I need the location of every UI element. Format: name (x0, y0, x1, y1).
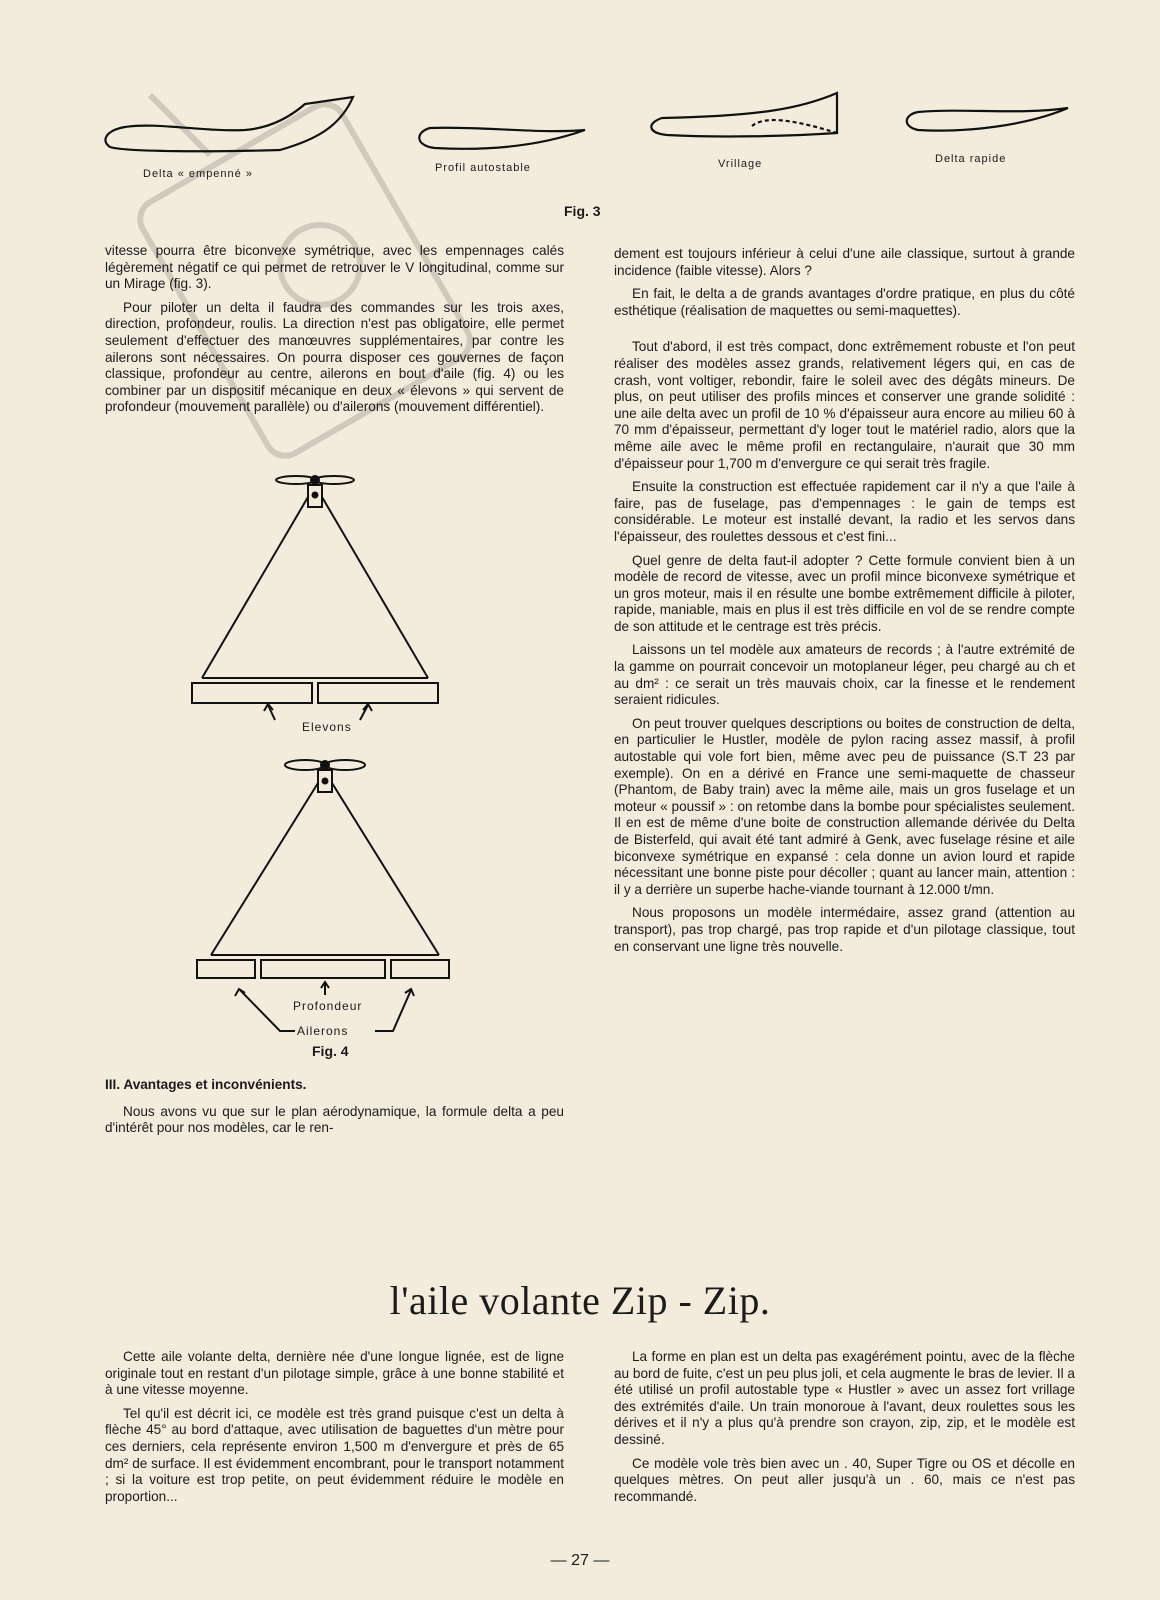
left-paragraph-2: Pour piloter un delta il faudra des commandes sur les trois axes, direction, profondeur, roulis. La direction n'est pas obligatoire, elle permet seulement d'effectuer des manœuvres supplémentaires, par contre les ailerons sont nécessaires. On pourra disposer ces gouvernes de façon classique, profondeur au centre, ailerons en bout d'aile (fig. 4) ou les combiner par un dispositif mécanique en deux « élevons » qui servent de profondeur (mouvement parallèle) ou d'ailerons (mouvement différentiel). (105, 299, 564, 415)
bottom-left-paragraph-1: Cette aile volante delta, dernière née d'une longue lignée, est de ligne originale tout en restant d'un pilotage simple, grâce à une bonne stabilité et à une vitesse moyenne. (105, 1349, 564, 1398)
bottom-right-column (614, 1349, 1075, 1512)
fig3-delta-empenne-profile (95, 92, 365, 162)
right-column (614, 246, 1075, 962)
section-heading: III. Avantages et inconvénients. (105, 1077, 307, 1092)
fig4-delta-elevons (190, 475, 450, 735)
fig3-label-vrillage: Vrillage (718, 158, 763, 170)
article-title: l'aile volante Zip - Zip. (389, 1278, 771, 1323)
right-paragraph-1: dement est toujours inférieur à celui d'une aile classique, surtout à grande incidence (faible vitesse). Alors ? (614, 246, 1075, 278)
right-paragraph-5: Quel genre de delta faut-il adopter ? Cette formule convient bien à un modèle de record de vitesse, avec un profil mince biconvexe symétrique et un gros moteur, mais il en résulte une bombe extrêmement difficile à piloter, rapide, maniable, mais en plus il est très difficile en vol de se rendre compte de son attitude et le centrage est très précis. (614, 552, 1075, 634)
right-paragraph-4: Ensuite la construction est effectuée rapidement car il n'y a que l'aile à faire, pas de fuselage, pas d'empennages : le gain de temps est considérable. Le moteur est installé devant, la radio et les servos dans l'épaisseur, des roulettes dessous et c'est fini... (614, 479, 1075, 544)
bottom-right-paragraph-2: Ce modèle vole très bien avec un . 40, Super Tigre ou OS et décolle en quelques mètres. On peut aller jusqu'à un . 60, mais ce n'est pas recommandé. (614, 1455, 1075, 1504)
fig3-label-profil-autostable: Profil autostable (435, 162, 531, 174)
bottom-left-column (105, 1349, 564, 1512)
fig4-caption: Fig. 4 (312, 1043, 349, 1059)
fig4-label-ailerons: Ailerons (297, 1024, 349, 1038)
fig3-profil-autostable (410, 118, 590, 158)
bottom-right-paragraph-1: La forme en plan est un delta pas exagérément pointu, avec de la flèche au bord de fuite, c'est un peu plus joli, et cela augmente le bras de levier. Il a été utilisé un profil autostable type « Hustler » avec un assez fort vrillage des extrémités d'aile. Un train monoroue à l'avant, deux roulettes sous les dérives et il n'y a plus qu'à prendre son crayon, zip, zip, et le modèle est dessiné. (614, 1349, 1075, 1447)
right-paragraph-3: Tout d'abord, il est très compact, donc extrêmement robuste et l'on peut réaliser des modèles assez grands, relativement légers qui, en cas de crash, vont voltiger, rebondir, faire le soleil avec des dégâts mineurs. De plus, on peut utiliser des profils minces et conserver une grande solidité : une aile delta avec un profil de 10 % d'épaisseur aura encore au milieu 60 à 70 mm d'épaisseur, permettant d'y loger tout le matériel radio, alors que la même aile avec le même profil en rectangulaire, n'aurait que 30 mm d'épaisseur pour 1,700 m d'envergure ce qui serait très fragile. (614, 339, 1075, 471)
right-paragraph-6: Laissons un tel modèle aux amateurs de records ; à l'autre extrémité de la gamme on pourrait concevoir un motoplaneur léger, peu chargé au ch et au dm² : ce serait un très mauvais choix, car la finesse et le rendement seraient ridicules. (614, 642, 1075, 708)
fig4-label-elevons: Elevons (302, 720, 352, 734)
page-number: — 27 — (550, 1552, 610, 1569)
left-column-bottom (105, 1077, 564, 1144)
fig4-label-profondeur: Profondeur (293, 999, 363, 1013)
left-paragraph-3: Nous avons vu que sur le plan aérodynamique, la formule delta a peu d'intérêt pour nos modèles, car le ren- (105, 1103, 564, 1136)
left-column-top (105, 243, 564, 423)
fig3-caption: Fig. 3 (564, 203, 601, 219)
left-paragraph-1: vitesse pourra être biconvexe symétrique, avec les empennages calés légèrement négatif ce qui permet de retrouver le V longitudinal, comme sur un Mirage (fig. 3). (105, 243, 564, 292)
right-paragraph-2: En fait, le delta a de grands avantages d'ordre pratique, en plus du côté esthétique (réalisation de maquettes ou semi-maquettes). (614, 286, 1075, 318)
fig3-label-delta-empenne: Delta « empenné » (143, 168, 253, 180)
fig3-vrillage (642, 88, 842, 148)
fig3-label-delta-rapide: Delta rapide (935, 153, 1007, 165)
fig3-delta-rapide (898, 100, 1078, 140)
right-paragraph-8: Nous proposons un modèle intermédaire, assez grand (attention au transport), pas trop chargé, pas trop rapide et d'un pilotage classique, tout en conservant une ligne très nouvelle. (614, 905, 1075, 954)
right-paragraph-7: On peut trouver quelques descriptions ou boites de construction de delta, en particulier le Hustler, modèle de pylon racing assez massif, à profil autostable qui vole fort bien, même avec peu de puissance (S.T 23 par exemple). On en a dérivé en France une semi-maquette de chasseur (Phantom, de Baby train) avec la même aile, mais un gros fuselage et un moteur « poussif » : on retombe dans la bombe pour spécialistes seulement. Il en est de même d'une boite de construction allemande dérivée du Delta de Bisterfeld, qui avait été tant admiré à Genk, avec fuselage résine et aile biconvexe symétrique en expansé : cela donne un avion lourd et rapide nécessitant une bonne piste pour décoller ; quant au lancer main, attention : il y a derrière un superbe hache-viande tournant à 12.000 t/mn. (614, 715, 1075, 897)
bottom-left-paragraph-2: Tel qu'il est décrit ici, ce modèle est très grand puisque c'est un delta à flèche 45° au bord d'attaque, avec utilisation de baguettes d'un mètre pour ces derniers, cela représente environ 1,500 m d'envergure et près de 65 dm² de surface. Il est évidemment encombrant, pour le transport notamment ; si la voiture est trop petite, on peut évidemment réduire le modèle en proportion... (105, 1405, 564, 1504)
